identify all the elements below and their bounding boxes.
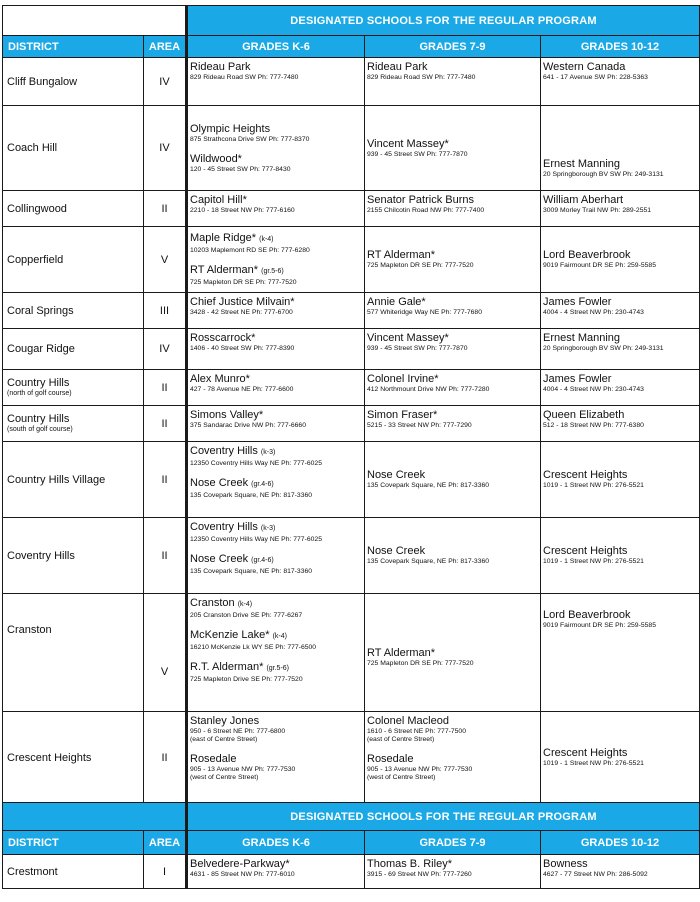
school-note: (west of Centre Street) [190, 774, 259, 781]
school-address: 1610 - 6 Street NE Ph: 777-7500 [367, 728, 466, 735]
school-address: 427 - 78 Avenue NE Ph: 777-6600 [190, 386, 294, 393]
school-entry [367, 249, 540, 270]
g1012-schools [541, 227, 700, 293]
school-entry [190, 661, 364, 684]
g79-schools [365, 518, 541, 594]
school-name: Nose Creek [367, 469, 426, 481]
header-district: DISTRICT [3, 36, 144, 58]
banner-row [3, 803, 700, 831]
school-address: 725 Mapleton DR SE Ph: 777-7520 [190, 279, 297, 286]
area-code: II [144, 712, 187, 804]
grade-range: (gr.5-6) [266, 665, 289, 672]
school-entry [190, 715, 364, 744]
district-name: Country Hills (south of golf course) [3, 406, 144, 442]
school-name: Coventry Hills (k-3) [190, 445, 276, 457]
table-row [3, 712, 700, 804]
school-address: 12350 Coventry Hills Way NE Ph: 777-6025 [190, 536, 322, 543]
school-address: 4627 - 77 Street NW Ph: 286-5092 [543, 871, 648, 878]
school-address: 1019 - 1 Street NW Ph: 276-5521 [543, 760, 644, 767]
school-address: 725 Mapleton DR SE Ph: 777-7520 [367, 262, 474, 269]
school-name: Rideau Park [367, 61, 428, 73]
school-entry [190, 753, 364, 782]
g1012-schools [541, 293, 700, 329]
banner-title: DESIGNATED SCHOOLS FOR THE REGULAR PROGRAM [187, 6, 700, 36]
grade-range: (k-3) [260, 525, 276, 532]
k6-schools [187, 329, 365, 370]
area-code: IV [144, 58, 187, 106]
g1012-schools [541, 106, 700, 191]
school-note: (east of Centre Street) [367, 736, 435, 743]
header-row [3, 36, 700, 58]
school-address: 9019 Fairmount DR SE Ph: 259-5585 [543, 622, 656, 629]
g1012-schools [541, 329, 700, 370]
g79-schools [365, 406, 541, 442]
table-row [3, 293, 700, 329]
school-name: Cranston (k-4) [190, 597, 253, 609]
district-name: Country Hills (north of golf course) [3, 370, 144, 406]
school-name: Rosedale [190, 753, 237, 765]
school-address: 725 Mapleton DR SE Ph: 777-7520 [367, 660, 474, 667]
grade-range: (gr.4-6) [251, 481, 274, 488]
school-entry [367, 647, 540, 668]
header-grades-10-12: GRADES 10-12 [541, 831, 700, 855]
school-name: Stanley Jones [190, 715, 260, 727]
school-name: James Fowler [543, 296, 612, 308]
school-entry [190, 445, 364, 468]
school-entry [190, 194, 364, 215]
grade-range: (k-4) [272, 633, 287, 640]
school-address: 2210 - 18 Street NW Ph: 777-6160 [190, 207, 295, 214]
table-row [3, 329, 700, 370]
school-name: Rosscarrock* [190, 332, 256, 344]
district-name: Coral Springs [3, 293, 144, 329]
school-address: 641 - 17 Avenue SW Ph: 228-5363 [543, 74, 648, 81]
school-entry [190, 629, 364, 652]
school-name: Simon Fraser* [367, 409, 438, 421]
g79-schools [365, 712, 541, 804]
table-row [3, 855, 700, 889]
g1012-schools [541, 191, 700, 227]
banner-title: DESIGNATED SCHOOLS FOR THE REGULAR PROGRAM [187, 803, 700, 831]
school-name: Lord Beaverbrook [543, 249, 631, 261]
k6-schools [187, 106, 365, 191]
g1012-schools [541, 855, 700, 889]
school-address: 120 - 45 Street SW Ph: 777-8430 [190, 165, 291, 173]
school-address: 3915 - 69 Street NW Ph: 777-7260 [367, 871, 472, 878]
school-address: 3428 - 42 Street NE Ph: 777-6700 [190, 309, 293, 316]
school-entry [543, 858, 699, 879]
school-entry [367, 332, 540, 353]
school-name: Crescent Heights [543, 545, 628, 557]
school-entry [543, 61, 699, 82]
school-name: RT Alderman* (gr.5-6) [190, 264, 284, 276]
school-name: Belvedere-Parkway* [190, 858, 290, 870]
school-address: 135 Covepark Square, NE Ph: 817-3360 [190, 568, 313, 575]
g79-schools [365, 370, 541, 406]
table-row [3, 594, 700, 712]
school-name: Western Canada [543, 61, 626, 73]
k6-schools [187, 227, 365, 293]
grade-range: (gr.4-6) [251, 557, 274, 564]
school-entry [190, 123, 364, 144]
school-entry [367, 296, 540, 317]
school-address: 205 Cranston Drive SE Ph: 777-6267 [190, 612, 303, 619]
school-entry [367, 858, 540, 879]
table-row [3, 58, 700, 106]
school-entry [190, 296, 364, 317]
k6-schools [187, 406, 365, 442]
district-name: Collingwood [3, 191, 144, 227]
table-row [3, 406, 700, 442]
school-name: Olympic Heights [190, 122, 271, 135]
school-address: 829 Rideau Road SW Ph: 777-7480 [190, 74, 299, 81]
school-entry [543, 332, 699, 353]
school-table-2 [2, 802, 700, 889]
header-grades-7-9: GRADES 7-9 [365, 36, 541, 58]
district-name: Country Hills Village [3, 442, 144, 518]
school-entry [543, 249, 699, 270]
school-name: James Fowler [543, 373, 612, 385]
school-entry [367, 753, 540, 782]
district-name: Coach Hill [3, 106, 144, 191]
school-name: R.T. Alderman* (gr.5-6) [190, 661, 289, 673]
grade-range: (k-4) [259, 236, 274, 243]
school-entry [367, 138, 540, 159]
school-name: RT Alderman* [367, 249, 436, 261]
school-entry [543, 373, 699, 394]
k6-schools [187, 191, 365, 227]
school-address: 512 - 18 Street NW Ph: 777-6380 [543, 422, 644, 429]
school-address: 4004 - 4 Street NW Ph: 230-4743 [543, 386, 644, 393]
school-name: Ernest Manning [543, 332, 621, 344]
school-name: Bowness [543, 858, 588, 870]
school-entry [543, 194, 699, 215]
school-name: Annie Gale* [367, 296, 426, 308]
area-code: I [144, 855, 187, 889]
school-entry [543, 409, 699, 430]
school-address: 4631 - 85 Street NW Ph: 777-6010 [190, 871, 295, 878]
school-name: Crescent Heights [543, 747, 628, 759]
district-name: Cougar Ridge [3, 329, 144, 370]
area-code: II [144, 191, 187, 227]
school-address: 135 Covepark Square, NE Ph: 817-3360 [367, 558, 490, 565]
school-entry [190, 477, 364, 500]
g1012-schools [541, 518, 700, 594]
school-name: Vincent Massey* [367, 137, 449, 150]
school-name: Crescent Heights [543, 469, 628, 481]
school-address: 3009 Morley Trail NW Ph: 289-2551 [543, 207, 652, 214]
area-code: II [144, 442, 187, 518]
school-address: 20 Springborough BV SW Ph: 249-3131 [543, 345, 664, 352]
school-entry [367, 715, 540, 744]
school-entry [543, 545, 699, 566]
table-row [3, 191, 700, 227]
school-entry [367, 469, 540, 490]
g1012-schools [541, 406, 700, 442]
header-row [3, 831, 700, 855]
banner-row [3, 6, 700, 36]
school-address: 905 - 13 Avenue NW Ph: 777-7530 [367, 766, 473, 773]
table-row [3, 370, 700, 406]
area-code: III [144, 293, 187, 329]
school-name: Rideau Park [190, 61, 251, 73]
school-entry [190, 373, 364, 394]
school-address: 4004 - 4 Street NW Ph: 230-4743 [543, 309, 644, 316]
school-name: Capitol Hill* [190, 194, 247, 206]
school-address: 905 - 13 Avenue NW Ph: 777-7530 [190, 766, 296, 773]
school-name: Queen Elizabeth [543, 409, 625, 421]
area-code: IV [144, 329, 187, 370]
school-name: Coventry Hills (k-3) [190, 521, 276, 533]
k6-schools [187, 442, 365, 518]
school-name: Nose Creek (gr.4-6) [190, 477, 274, 489]
school-entry [367, 373, 540, 394]
school-address: 9019 Fairmount DR SE Ph: 259-5585 [543, 262, 656, 269]
g1012-schools [541, 370, 700, 406]
school-name: Simons Valley* [190, 409, 264, 421]
school-name: Senator Patrick Burns [367, 194, 474, 206]
school-address: 2155 Chilcotin Road NW Ph: 777-7400 [367, 207, 485, 214]
school-address: 10203 Maplemont RD SE Ph: 777-6280 [190, 247, 310, 254]
school-address: 135 Covepark Square, NE Ph: 817-3360 [190, 492, 313, 499]
area-code: IV [144, 106, 187, 191]
district-name: Crescent Heights [3, 712, 144, 804]
school-table-1 [2, 5, 700, 804]
school-address: 135 Covepark Square, NE Ph: 817-3360 [367, 482, 490, 489]
g1012-schools [541, 712, 700, 804]
school-entry [190, 521, 364, 544]
school-entry [190, 597, 364, 620]
school-entry [543, 609, 699, 630]
school-entry [367, 194, 540, 215]
school-entry [190, 232, 364, 255]
table-row [3, 442, 700, 518]
g79-schools [365, 329, 541, 370]
k6-schools [187, 58, 365, 106]
grade-range: (k-3) [260, 449, 276, 456]
district-note: (north of golf course) [7, 390, 72, 397]
g79-schools [365, 191, 541, 227]
district-name: Coventry Hills [3, 518, 144, 594]
header-grades-7-9: GRADES 7-9 [365, 831, 541, 855]
school-entry [543, 296, 699, 317]
school-entry [367, 61, 540, 82]
school-address: 5215 - 33 Street NW Ph: 777-7290 [367, 422, 472, 429]
school-entry [367, 545, 540, 566]
school-entry [190, 153, 364, 174]
grade-range: (k-4) [237, 601, 253, 608]
g1012-schools [541, 594, 700, 712]
g79-schools [365, 594, 541, 712]
area-code: II [144, 406, 187, 442]
school-note: (east of Centre Street) [190, 736, 258, 743]
school-name: Rosedale [367, 753, 414, 765]
school-entry [543, 158, 699, 179]
school-name: Ernest Manning [543, 158, 621, 170]
banner-blank-cell [3, 6, 187, 36]
school-entry [190, 553, 364, 576]
school-name: Nose Creek (gr.4-6) [190, 553, 274, 565]
header-district: DISTRICT [3, 831, 144, 855]
district-name: Cliff Bungalow [3, 58, 144, 106]
school-address: 16210 McKenzie Lk WY SE Ph: 777-6500 [190, 644, 317, 651]
k6-schools [187, 855, 365, 889]
school-address: 950 - 6 Street NE Ph: 777-6800 [190, 728, 286, 735]
school-name: McKenzie Lake* (k-4) [190, 629, 287, 641]
school-name: Thomas B. Riley* [367, 858, 452, 870]
school-name: Lord Beaverbrook [543, 609, 631, 621]
school-address: 375 Sandarac Drive NW Ph: 777-6660 [190, 422, 306, 429]
school-name: Vincent Massey* [367, 332, 449, 344]
school-address: 412 Northmount Drive NW Ph: 777-7280 [367, 386, 490, 393]
table-row [3, 518, 700, 594]
g79-schools [365, 442, 541, 518]
k6-schools [187, 712, 365, 804]
g79-schools [365, 293, 541, 329]
header-area: AREA [144, 831, 187, 855]
district-name: Cranston [3, 594, 144, 712]
school-entry [190, 409, 364, 430]
school-entry [190, 61, 364, 82]
grade-range: (gr.5-6) [261, 268, 284, 275]
k6-schools [187, 370, 365, 406]
school-address: 577 Whiteridge Way NE Ph: 777-7680 [367, 309, 482, 316]
school-name: Maple Ridge* (k-4) [190, 232, 274, 244]
banner-blank-cell [3, 803, 187, 831]
table-row [3, 106, 700, 191]
school-name: William Aberhart [543, 194, 624, 206]
school-name: Colonel Irvine* [367, 373, 439, 385]
g1012-schools [541, 58, 700, 106]
header-grades-k6: GRADES K-6 [187, 36, 365, 58]
school-name: Colonel Macleod [367, 715, 449, 727]
header-grades-10-12: GRADES 10-12 [541, 36, 700, 58]
g79-schools [365, 58, 541, 106]
header-area: AREA [144, 36, 187, 58]
school-address: 20 Springborough BV SW Ph: 249-3131 [543, 171, 664, 178]
school-address: 725 Mapleton Drive SE Ph: 777-7520 [190, 676, 303, 683]
school-entry [543, 747, 699, 768]
school-name: Alex Munro* [190, 373, 250, 385]
school-entry [543, 469, 699, 490]
school-entry [190, 858, 364, 879]
k6-schools [187, 518, 365, 594]
header-grades-k6: GRADES K-6 [187, 831, 365, 855]
area-code: V [144, 227, 187, 293]
school-note: (west of Centre Street) [367, 774, 436, 781]
school-address: 1019 - 1 Street NW Ph: 276-5521 [543, 482, 644, 489]
g79-schools [365, 855, 541, 889]
school-address: 939 - 45 Street SW Ph: 777-7870 [367, 345, 468, 352]
g79-schools [365, 227, 541, 293]
area-code: II [144, 370, 187, 406]
school-address: 1406 - 40 Street SW Ph: 777-8390 [190, 345, 295, 352]
school-name: Wildwood* [190, 152, 242, 165]
area-code: V [144, 594, 187, 712]
school-name: RT Alderman* [367, 647, 436, 659]
area-code: II [144, 518, 187, 594]
k6-schools [187, 594, 365, 712]
g1012-schools [541, 442, 700, 518]
district-name: Copperfield [3, 227, 144, 293]
school-entry [190, 332, 364, 353]
school-name: Nose Creek [367, 545, 426, 557]
k6-schools [187, 293, 365, 329]
school-address: 939 - 45 Street SW Ph: 777-7870 [367, 150, 468, 158]
district-note: (south of golf course) [7, 426, 73, 433]
school-entry [190, 264, 364, 287]
school-address: 1019 - 1 Street NW Ph: 276-5521 [543, 558, 644, 565]
school-name: Chief Justice Milvain* [190, 296, 295, 308]
g79-schools [365, 106, 541, 191]
district-name: Crestmont [3, 855, 144, 889]
table-row [3, 227, 700, 293]
school-address: 12350 Coventry Hills Way NE Ph: 777-6025 [190, 460, 322, 467]
school-address: 875 Strathcona Drive SW Ph: 777-8370 [190, 135, 310, 143]
school-address: 829 Rideau Road SW Ph: 777-7480 [367, 74, 476, 81]
school-entry [367, 409, 540, 430]
